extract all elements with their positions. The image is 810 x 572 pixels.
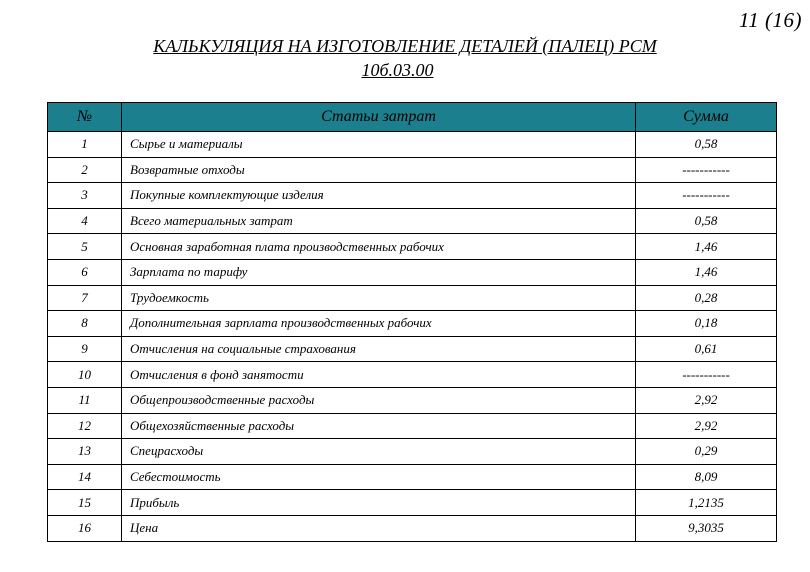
table-row xyxy=(48,132,777,158)
row-item: Отчисления в фонд занятости xyxy=(122,362,636,388)
row-item: Зарплата по тарифу xyxy=(122,259,636,285)
table-row xyxy=(48,259,777,285)
row-item: Трудоемкость xyxy=(122,285,636,311)
row-sum: 2,92 xyxy=(636,387,777,413)
table-row xyxy=(48,234,777,260)
row-number: 10 xyxy=(48,362,122,388)
row-sum: ----------- xyxy=(636,362,777,388)
title-line-1: КАЛЬКУЛЯЦИЯ НА ИЗГОТОВЛЕНИЕ ДЕТАЛЕЙ (ПАЛЕЦ) РСМ xyxy=(153,36,657,56)
row-number: 12 xyxy=(48,413,122,439)
row-number: 4 xyxy=(48,208,122,234)
table-row xyxy=(48,183,777,209)
row-number: 7 xyxy=(48,285,122,311)
table-row xyxy=(48,515,777,541)
row-number: 2 xyxy=(48,157,122,183)
row-number: 11 xyxy=(48,387,122,413)
row-sum: 2,92 xyxy=(636,413,777,439)
row-sum: 9,3035 xyxy=(636,515,777,541)
row-item: Себестоимость xyxy=(122,464,636,490)
row-number: 6 xyxy=(48,259,122,285)
row-item: Основная заработная плата производственных рабочих xyxy=(122,234,636,260)
table-row xyxy=(48,413,777,439)
row-sum: 0,61 xyxy=(636,336,777,362)
table-row xyxy=(48,208,777,234)
row-item: Отчисления на социальные страхования xyxy=(122,336,636,362)
row-number: 5 xyxy=(48,234,122,260)
title-line-2: 10б.03.00 xyxy=(361,60,434,80)
header-num: № xyxy=(48,103,122,132)
document-title xyxy=(0,34,810,82)
row-sum: 8,09 xyxy=(636,464,777,490)
row-number: 1 xyxy=(48,132,122,158)
cost-table xyxy=(47,102,777,542)
row-item: Спецрасходы xyxy=(122,439,636,465)
row-item: Возвратные отходы xyxy=(122,157,636,183)
row-sum: 0,28 xyxy=(636,285,777,311)
row-item: Цена xyxy=(122,515,636,541)
row-item: Дополнительная зарплата производственных рабочих xyxy=(122,311,636,337)
table-row xyxy=(48,336,777,362)
row-sum: ----------- xyxy=(636,183,777,209)
table-header-row xyxy=(48,103,777,132)
row-item: Общехозяйственные расходы xyxy=(122,413,636,439)
row-number: 3 xyxy=(48,183,122,209)
row-sum: 0,29 xyxy=(636,439,777,465)
table-row xyxy=(48,157,777,183)
table-row xyxy=(48,464,777,490)
row-number: 9 xyxy=(48,336,122,362)
row-sum: 0,58 xyxy=(636,208,777,234)
row-number: 8 xyxy=(48,311,122,337)
row-number: 15 xyxy=(48,490,122,516)
row-sum: 0,18 xyxy=(636,311,777,337)
row-item: Общепроизводственные расходы xyxy=(122,387,636,413)
row-item: Сырье и материалы xyxy=(122,132,636,158)
row-item: Покупные комплектующие изделия xyxy=(122,183,636,209)
row-sum: 1,46 xyxy=(636,259,777,285)
table-row xyxy=(48,387,777,413)
table-row xyxy=(48,362,777,388)
page-number: 11 (16) xyxy=(738,8,802,32)
row-sum: 1,46 xyxy=(636,234,777,260)
header-sum: Сумма xyxy=(636,103,777,132)
row-sum: 0,58 xyxy=(636,132,777,158)
row-number: 14 xyxy=(48,464,122,490)
row-number: 16 xyxy=(48,515,122,541)
row-number: 13 xyxy=(48,439,122,465)
row-item: Всего материальных затрат xyxy=(122,208,636,234)
row-sum: ----------- xyxy=(636,157,777,183)
table-row xyxy=(48,285,777,311)
header-item: Статьи затрат xyxy=(122,103,636,132)
table-row xyxy=(48,439,777,465)
row-sum: 1,2135 xyxy=(636,490,777,516)
table-row xyxy=(48,311,777,337)
row-item: Прибыль xyxy=(122,490,636,516)
table-row xyxy=(48,490,777,516)
